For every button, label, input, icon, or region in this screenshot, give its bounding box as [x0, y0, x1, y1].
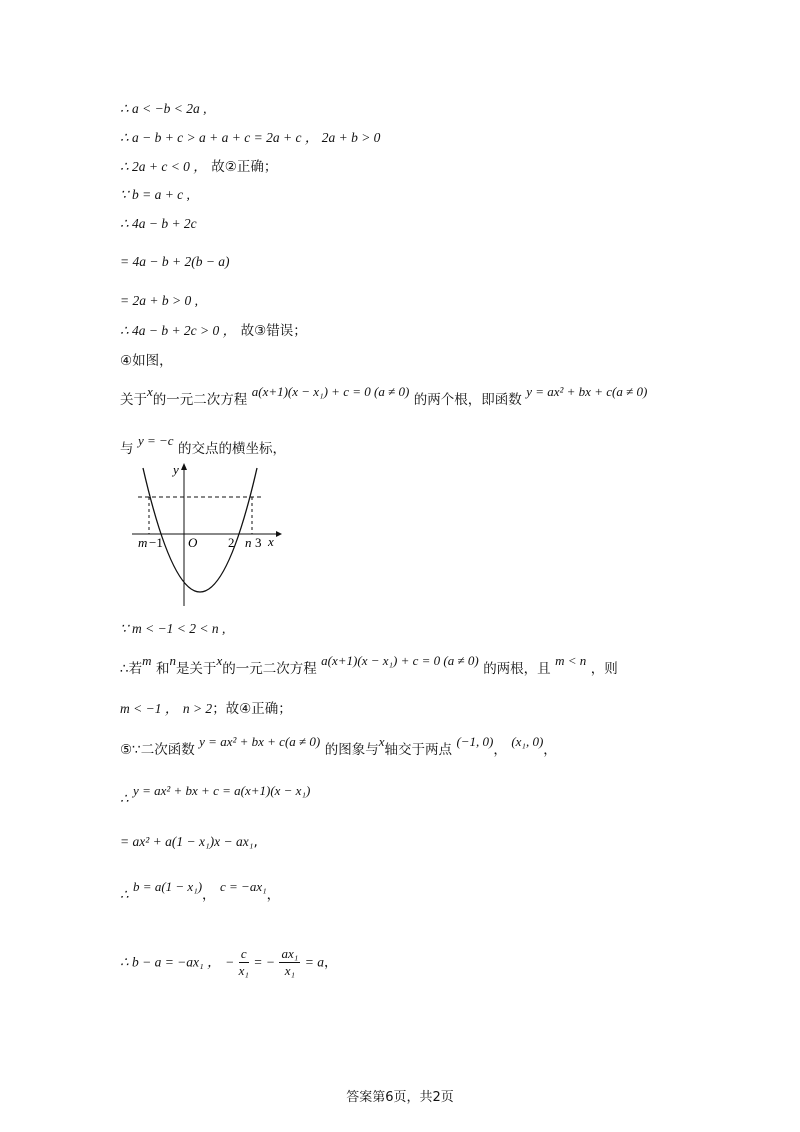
line-18-math-b: c = −ax₁ [220, 879, 267, 894]
line-9: ④如图， [120, 353, 173, 369]
line-11-text-b: 的交点的横坐标， [178, 441, 286, 457]
line-18-math-a: b = a(1 − x₁) [133, 879, 203, 894]
line-15-point-1: (−1, 0) [456, 734, 494, 749]
line-8 [120, 322, 307, 340]
page-footer: 答案第6页，共2页 [346, 1090, 454, 1105]
line-19-math-a: ∴ b − a = −ax₁ ， [120, 954, 221, 970]
line-13-text-b: 和 [155, 661, 170, 677]
line-13-text-e: 的两根，且 [483, 661, 551, 677]
line-10 [120, 384, 648, 409]
line-12: ∵ m < −1 < 2 < n , [120, 621, 226, 636]
line-15-text-a: ⑤∵二次函数 [120, 742, 195, 758]
line-5: ∴ 4a − b + 2c [120, 216, 197, 231]
line-15-point-2: (x₁, 0) [511, 734, 544, 749]
minus-one-label: −1 [149, 535, 163, 550]
line-14-math-b: n > 2 [182, 701, 213, 716]
line-19: ∴ b − a = −ax₁ ， − $\frac{c}{\text{x₁}}$ = − $\frac{\text{ax₁}}{\text{x₁}}$ = a， [120, 946, 338, 978]
line-7: = 2a + b > 0 , [120, 293, 198, 308]
fraction-1-denominator: x₁ [238, 963, 249, 978]
line-4: ∵ b = a + c , [120, 187, 190, 202]
fraction-2-denominator: x₁ [284, 963, 295, 978]
line-10-text-b: 的一元二次方程 [152, 392, 248, 408]
line-13-text-f: ，则 [590, 661, 618, 677]
parabola-graph [126, 458, 286, 608]
n-label: n [245, 535, 252, 550]
line-15-text-b: 的图象与 [324, 742, 379, 758]
line-11-text-a: 与 [120, 441, 134, 457]
fraction-2-numerator: ax₁ [281, 946, 299, 961]
line-16-math: y = ax² + bx + c = a(x+1)(x − x₁) [133, 783, 311, 798]
line-10-var: x [147, 384, 153, 399]
line-3-math: ∴ 2a + c < 0 ， [120, 159, 207, 174]
line-6: = 4a − b + 2(b − a) [120, 254, 230, 269]
line-14-text: ；故④正确； [212, 701, 292, 717]
line-3-text: 故②正确； [211, 159, 278, 175]
line-15-function: y = ax² + bx + c(a ≠ 0) [199, 734, 321, 749]
line-15: ⑤∵二次函数 y = ax² + bx + c(a ≠ 0) 的图象与x轴交于两点 (−1, 0)， (x₁, 0)， [120, 734, 557, 758]
line-13-condition: m < n [555, 653, 587, 668]
line-10-function: y = ax² + bx + c(a ≠ 0) [526, 384, 648, 399]
line-16 [120, 783, 311, 808]
line-13-text-d: 的一元二次方程 [222, 661, 317, 677]
line-10-text-c: 的两个根，即函数 [413, 392, 522, 408]
line-18-therefore: ∴ [120, 887, 129, 902]
m-label: m [138, 535, 148, 550]
line-2: ∴ a − b + c > a + a + c = 2a + c ， 2a + b > 0 [120, 130, 381, 145]
line-17: = ax² + a(1 − x₁)x − ax₁, [120, 834, 258, 850]
line-3 [120, 158, 277, 176]
two-label: 2 [228, 535, 235, 550]
line-13-equation: a(x+1)(x − x₁) + c = 0 (a ≠ 0) [321, 653, 479, 668]
line-8-text: 故③错误； [240, 323, 307, 339]
line-13-x: x [216, 653, 223, 668]
y-axis-label: y [173, 462, 179, 477]
line-15-x: x [378, 734, 385, 749]
line-10-equation: a(x+1)(x − x₁) + c = 0 (a ≠ 0) [251, 384, 410, 399]
fraction-ax1-over-x1 [279, 946, 300, 979]
line-17-math: = ax² + a(1 − x₁)x − ax₁ [120, 834, 254, 849]
line-8-math: ∴ 4a − b + 2c > 0 ， [120, 323, 237, 338]
line-10-text-a: 关于 [120, 392, 147, 408]
line-19-tail: = a [304, 954, 324, 970]
line-14-math-a: m < −1 ， [120, 701, 179, 716]
line-18: ∴ b = a(1 − x₁)， c = −ax₁， [120, 879, 281, 903]
x-axis-arrow [276, 531, 282, 537]
line-11-math: y = −c [137, 433, 174, 448]
line-13-text-a: ∴若 [120, 661, 143, 677]
line-16-therefore: ∴ [120, 791, 129, 806]
line-14 [120, 700, 292, 718]
origin-label: O [188, 535, 198, 550]
line-13 [120, 653, 618, 678]
x-axis-label: x [268, 534, 274, 549]
line-13-n: n [169, 653, 176, 668]
three-label: 3 [255, 535, 262, 550]
y-axis-arrow [181, 463, 187, 470]
fraction-1-numerator: c [239, 946, 249, 963]
line-11 [120, 433, 286, 458]
line-13-m: m [142, 653, 152, 668]
line-1: ∴ a < −b < 2a , [120, 101, 207, 116]
line-13-text-c: 是关于 [175, 661, 217, 677]
parabola-curve [143, 468, 257, 592]
fraction-c-over-x1 [239, 946, 249, 979]
line-15-text-c: 轴交于两点 [384, 742, 452, 758]
